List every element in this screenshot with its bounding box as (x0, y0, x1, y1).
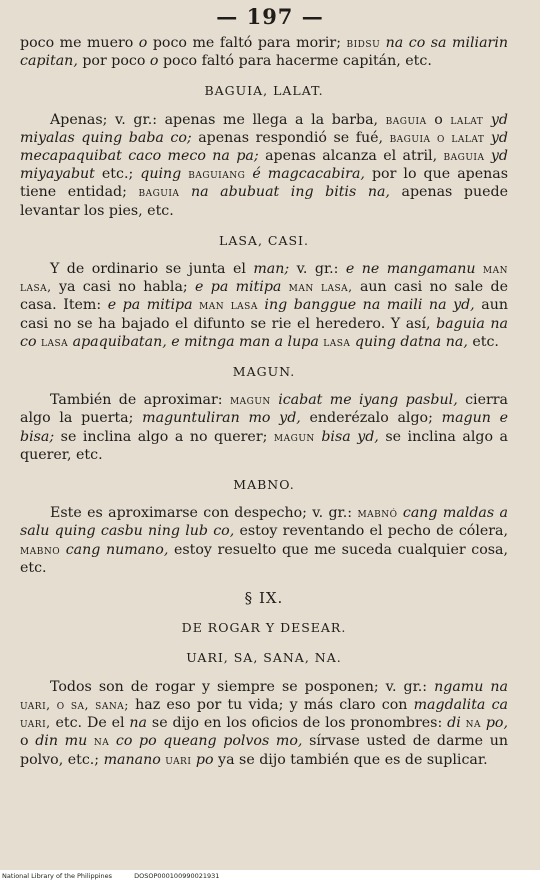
text-span: por poco (77, 53, 150, 70)
text-smallcaps: man lasa, (20, 261, 508, 295)
text-smallcaps: baguia (138, 184, 180, 200)
text-span: se inclina algo a querer, etc. (20, 428, 508, 463)
text-span: Apenas; v. gr.: apenas me llega a la barba, (50, 111, 386, 128)
text-smallcaps: uari (160, 751, 192, 767)
text-smallcaps: lalat (450, 111, 484, 127)
text-span: se dijo en los oficios de los pronombres: (147, 715, 448, 732)
text-span: apenas alcanza el atril, (258, 148, 444, 165)
text-span: ya casi no habla; (51, 279, 196, 296)
text-italic: man; (253, 261, 290, 278)
text-italic: cang maldas a salu quing casbu ning lub co, (20, 505, 508, 540)
text-smallcaps: lasa (36, 333, 69, 349)
text-italic: yd miyalas quing baba co; (20, 111, 509, 146)
library-credit: National Library of the Philippines (2, 872, 113, 880)
text-span: También de aproximar: (50, 392, 230, 409)
text-italic: di (447, 715, 461, 732)
paragraph-magun (20, 391, 508, 464)
text-italic: na abubuat ing bitis na, (179, 184, 390, 201)
text-span: ya se dijo también que es de suplicar. (213, 751, 488, 768)
text-italic: icabat me iyang pasbul, (270, 392, 458, 409)
paragraph-continuation (20, 34, 508, 70)
text-span: por lo que apenas tiene entidad; (20, 166, 509, 201)
text-italic: manano (103, 751, 161, 768)
text-span: cierra algo la puerta; (20, 392, 508, 427)
section-number: § IX. (244, 589, 284, 608)
text-italic: co po queang polvos mo, (109, 733, 303, 750)
text-smallcaps: magun (273, 428, 315, 444)
text-italic: quing (140, 166, 182, 183)
text-span: apenas puede levantar los pies, etc. (20, 184, 508, 219)
text-smallcaps: mabno (20, 541, 61, 557)
text-span: poco me faltó para morir; (147, 35, 347, 51)
text-italic: din mu (35, 733, 88, 750)
text-span: Este es aproximarse con despecho; v. gr.: (50, 505, 358, 522)
scan-footer (0, 870, 540, 882)
page-number: — 197 — (216, 4, 324, 29)
text-italic: ing banggue na maili na yd, (257, 297, 475, 314)
text-italic: magdalita ca (413, 696, 508, 713)
text-italic: ngamu na (434, 678, 508, 695)
text-italic: apaquibatan, e mitnga man a lupa (68, 333, 319, 350)
text-smallcaps: man lasa, (281, 279, 353, 295)
paragraph-baguia (20, 111, 508, 220)
paragraph-uari (20, 678, 508, 769)
text-italic: cang numano, (60, 541, 169, 558)
text-span: Todos son de rogar y siempre se posponen; v. gr.: (50, 678, 435, 695)
text-span: Y de ordinario se junta el (50, 261, 254, 278)
text-italic: po (191, 751, 214, 768)
page-body (20, 34, 508, 769)
text-span: poco faltó para hacerme capitán, etc. (158, 53, 432, 70)
paragraph-lasa (20, 260, 508, 351)
text-italic: o (138, 35, 148, 51)
text-smallcaps: baguia (443, 148, 485, 164)
text-span: o (426, 111, 451, 128)
text-span: haz eso por tu vida; y más claro con (128, 696, 414, 713)
text-italic: na co sa miliarin capitan, (20, 35, 508, 70)
heading-lasa-casi: LASA, CASI. (219, 232, 309, 248)
text-smallcaps: baguiang (181, 166, 246, 182)
text-span: etc.; (94, 166, 141, 183)
text-italic: quing datna na, (350, 333, 468, 350)
text-span: v. gr.: (289, 261, 346, 278)
paragraph-mabno (20, 504, 508, 577)
text-italic: o (149, 53, 159, 70)
text-smallcaps: baguia (385, 111, 427, 127)
text-smallcaps: uari, o sa, sana; (20, 696, 129, 712)
text-italic: po, (480, 715, 508, 732)
text-span: aun casi no se ha bajado el difunto se rie el heredero. Y así, (20, 297, 509, 332)
text-italic: baguia na co (20, 315, 508, 350)
text-smallcaps: na (460, 715, 481, 731)
text-italic: maguntuliran mo yd, (142, 410, 301, 427)
scan-code: DOSOP000100990021931 (134, 872, 220, 880)
text-span: etc. De el (50, 715, 130, 732)
text-smallcaps: lasa (318, 333, 351, 349)
text-smallcaps: uari, (20, 715, 51, 731)
text-smallcaps: na (87, 733, 110, 749)
text-italic: e pa mitipa (195, 279, 282, 296)
text-span: estoy resuelto que me suceda cualquier cosa, etc. (20, 541, 508, 576)
text-span: aun casi no sale de casa. Item: (20, 279, 508, 314)
text-italic: magun e bisa; (20, 410, 509, 445)
text-smallcaps: magun (229, 392, 271, 408)
text-span: o (20, 733, 36, 750)
text-smallcaps: mabnó (357, 505, 398, 521)
text-smallcaps: bidsu (346, 35, 381, 50)
text-smallcaps: man lasa (192, 297, 258, 313)
text-span: enderézalo algo; (300, 410, 442, 427)
text-italic: yd mecapaquibat caco meco na pa; (20, 129, 508, 165)
text-italic: e ne mangamanu (345, 261, 476, 278)
text-span: apenas respondió se fué, (191, 129, 390, 146)
heading-uari-sa-sana-na: UARI, SA, SANA, NA. (186, 650, 342, 666)
heading-rogar-desear: DE ROGAR Y DESEAR. (181, 620, 347, 636)
text-span: estoy reventando el pecho de cólera, (234, 523, 509, 540)
heading-magun: MAGUN. (232, 364, 296, 380)
text-span: sírvase usted de darme un polvo, etc.; (20, 733, 508, 768)
text-italic: e pa mitipa (107, 297, 193, 314)
text-span: etc. (467, 333, 499, 350)
text-italic: é magcacabira, (245, 166, 365, 183)
text-span: se inclina algo a no querer; (54, 428, 274, 445)
heading-mabno: MABNO. (233, 477, 295, 493)
text-italic: bisa yd, (314, 428, 379, 445)
text-smallcaps: baguia o lalat (389, 129, 485, 145)
text-italic: na (129, 715, 148, 732)
heading-baguia-lalat: BAGUIA, LALAT. (204, 83, 324, 99)
text-span: poco me muero (20, 35, 139, 51)
text-italic: yd miyayabut (20, 148, 508, 183)
